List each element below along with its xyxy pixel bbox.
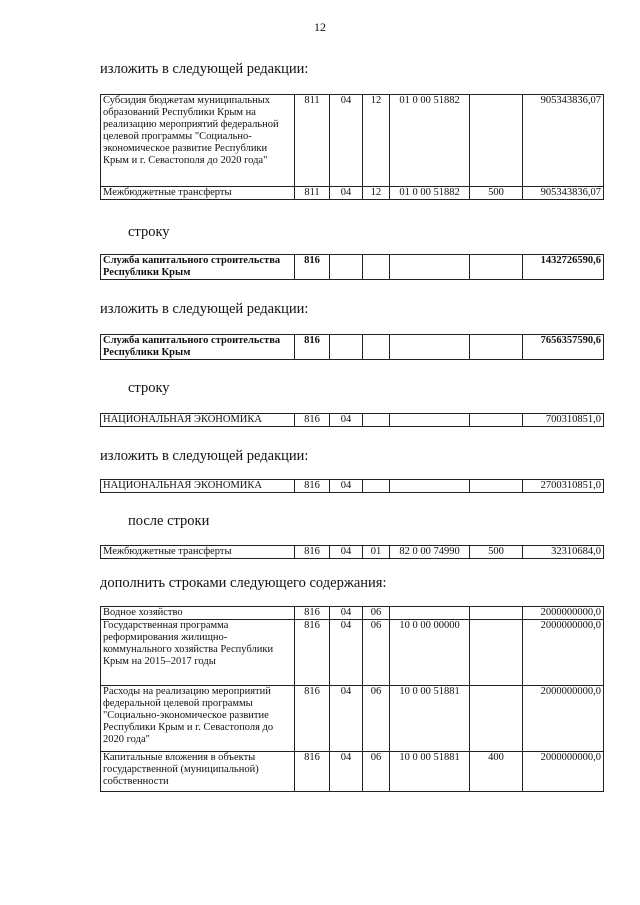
subsection-code	[363, 480, 390, 493]
expense-type-code	[470, 620, 523, 686]
ministry-code: 811	[295, 187, 330, 200]
ministry-code: 816	[295, 752, 330, 792]
target-article-code: 10 0 00 51881	[390, 686, 470, 752]
ministry-code: 816	[295, 255, 330, 280]
section-code	[330, 255, 363, 280]
expense-type-code	[470, 335, 523, 360]
amount: 1432726590,6	[523, 255, 604, 280]
section-code	[330, 335, 363, 360]
section-code: 04	[330, 752, 363, 792]
table-row	[101, 752, 604, 792]
expense-type-code	[470, 255, 523, 280]
target-article-code: 01 0 00 51882	[390, 187, 470, 200]
table-row	[101, 187, 604, 200]
amount: 2000000000,0	[523, 607, 604, 620]
ministry-code: 816	[295, 686, 330, 752]
target-article-code	[390, 335, 470, 360]
instruction-row: строку	[128, 224, 170, 240]
instruction-after-row: после строки	[128, 513, 210, 529]
row-name: Капитальные вложения в объекты государственной (муниципальной) собственности	[101, 752, 295, 792]
subsection-code: 06	[363, 752, 390, 792]
row-name: Субсидия бюджетам муниципальных образований Республики Крым на реализацию мероприятий федеральной целевой программы "Социально-экономическое развитие Республики Крым и г. Севастополя до 2020 года"	[101, 95, 295, 187]
amount: 2700310851,0	[523, 480, 604, 493]
expense-type-code	[470, 95, 523, 187]
row-name: Государственная программа реформирования жилищно-коммунального хозяйства Республики Крым на 2015–2017 годы	[101, 620, 295, 686]
section-code: 04	[330, 187, 363, 200]
instruction-append: дополнить строками следующего содержания:	[100, 575, 387, 591]
row-name: Расходы на реализацию мероприятий федеральной целевой программы "Социально-экономическое развитие Республики Крым и г. Севастополя до 2020 года"	[101, 686, 295, 752]
row-name: Межбюджетные трансферты	[101, 546, 295, 559]
subsection-code: 01	[363, 546, 390, 559]
subsection-code	[363, 255, 390, 280]
row-name: НАЦИОНАЛЬНАЯ ЭКОНОМИКА	[101, 480, 295, 493]
row-name: Служба капитального строительства Республики Крым	[101, 335, 295, 360]
amount: 2000000000,0	[523, 686, 604, 752]
target-article-code: 10 0 00 00000	[390, 620, 470, 686]
expense-type-code	[470, 414, 523, 427]
expense-type-code: 400	[470, 752, 523, 792]
section-code: 04	[330, 686, 363, 752]
row-name: Водное хозяйство	[101, 607, 295, 620]
ministry-code: 816	[295, 546, 330, 559]
expense-type-code: 500	[470, 546, 523, 559]
target-article-code	[390, 255, 470, 280]
table-subsidy	[100, 94, 604, 200]
instruction-replace-1: изложить в следующей редакции:	[100, 61, 309, 77]
table-service-old	[100, 254, 604, 280]
section-code: 04	[330, 620, 363, 686]
ministry-code: 816	[295, 607, 330, 620]
amount: 32310684,0	[523, 546, 604, 559]
target-article-code	[390, 480, 470, 493]
ministry-code: 816	[295, 335, 330, 360]
instruction-replace-3: изложить в следующей редакции:	[100, 448, 309, 464]
table-row	[101, 95, 604, 187]
table-row	[101, 414, 604, 427]
table-row	[101, 620, 604, 686]
ministry-code: 816	[295, 414, 330, 427]
section-code: 04	[330, 546, 363, 559]
table-row	[101, 546, 604, 559]
page-number: 12	[314, 20, 326, 34]
table-row	[101, 335, 604, 360]
table-row	[101, 255, 604, 280]
target-article-code: 01 0 00 51882	[390, 95, 470, 187]
section-code: 04	[330, 414, 363, 427]
amount: 905343836,07	[523, 95, 604, 187]
section-code: 04	[330, 607, 363, 620]
expense-type-code	[470, 480, 523, 493]
subsection-code: 12	[363, 95, 390, 187]
ministry-code: 816	[295, 480, 330, 493]
table-row	[101, 607, 604, 620]
table-economy-old	[100, 413, 604, 427]
target-article-code	[390, 607, 470, 620]
target-article-code	[390, 414, 470, 427]
subsection-code	[363, 335, 390, 360]
amount: 905343836,07	[523, 187, 604, 200]
target-article-code: 10 0 00 51881	[390, 752, 470, 792]
section-code: 04	[330, 95, 363, 187]
table-water	[100, 606, 604, 792]
table-row	[101, 686, 604, 752]
subsection-code: 06	[363, 620, 390, 686]
subsection-code: 06	[363, 607, 390, 620]
amount: 2000000000,0	[523, 620, 604, 686]
subsection-code: 12	[363, 187, 390, 200]
table-service-new	[100, 334, 604, 360]
subsection-code: 06	[363, 686, 390, 752]
ministry-code: 816	[295, 620, 330, 686]
row-name: Межбюджетные трансферты	[101, 187, 295, 200]
amount: 7656357590,6	[523, 335, 604, 360]
ministry-code: 811	[295, 95, 330, 187]
section-code: 04	[330, 480, 363, 493]
expense-type-code	[470, 686, 523, 752]
instruction-row-2: строку	[128, 380, 170, 396]
instruction-replace-2: изложить в следующей редакции:	[100, 301, 309, 317]
subsection-code	[363, 414, 390, 427]
row-name: НАЦИОНАЛЬНАЯ ЭКОНОМИКА	[101, 414, 295, 427]
expense-type-code: 500	[470, 187, 523, 200]
target-article-code: 82 0 00 74990	[390, 546, 470, 559]
table-economy-new	[100, 479, 604, 493]
amount: 700310851,0	[523, 414, 604, 427]
expense-type-code	[470, 607, 523, 620]
table-transfers	[100, 545, 604, 559]
row-name: Служба капитального строительства Республики Крым	[101, 255, 295, 280]
amount: 2000000000,0	[523, 752, 604, 792]
table-row	[101, 480, 604, 493]
